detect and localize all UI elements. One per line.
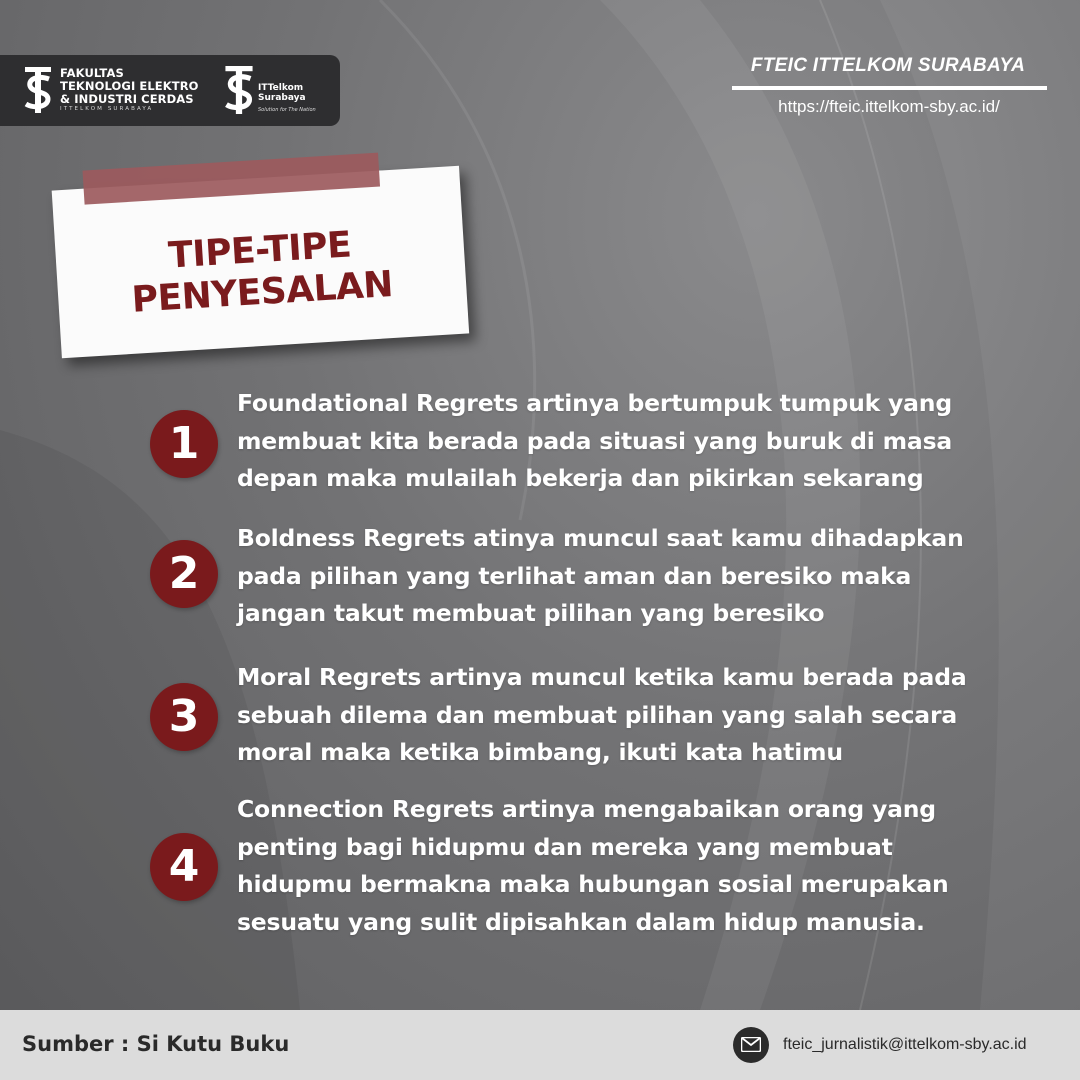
page-title-line-1: TIPE-TIPE	[167, 224, 353, 277]
number-badge: 4	[150, 833, 218, 901]
institute-name	[258, 83, 306, 103]
list-item-text: Moral Regrets artinya muncul ketika kamu berada pada sebuah dilema dan membuat pilihan yang salah secara moral maka ketika bimbang, ikuti kata hatimu	[237, 663, 967, 766]
number-badge: 1	[150, 410, 218, 478]
page-title-line-2: PENYESALAN	[130, 263, 395, 321]
faculty-line-3: & INDUSTRI CERDAS	[60, 92, 194, 106]
source-credit: Sumber : Si Kutu Buku	[22, 1032, 290, 1056]
envelope-icon	[733, 1027, 769, 1063]
number-badge: 2	[150, 540, 218, 608]
title-card	[51, 148, 470, 363]
institute-line-1: ITTelkom	[258, 83, 304, 93]
list-item-text: Boldness Regrets atinya muncul saat kamu dihadapkan pada pilihan yang terlihat aman dan beresiko maka jangan takut membuat pilihan yang beresiko	[237, 524, 964, 627]
faculty-logo-icon	[22, 67, 54, 113]
site-title-underline	[732, 86, 1047, 90]
footer	[0, 1010, 1080, 1080]
faculty-line-2: TEKNOLOGI ELEKTRO	[60, 79, 199, 93]
site-title: FTEIC ITTELKOM SURABAYA	[750, 55, 1026, 76]
institute-tagline: Solution for The Nation	[258, 107, 316, 113]
list-item-text: Foundational Regrets artinya bertumpuk tumpuk yang membuat kita berada pada situasi yang buruk di masa depan maka mulailah bekerja dan pikirkan sekarang	[237, 389, 953, 492]
institute-logo-icon	[222, 66, 256, 114]
faculty-line-1: FAKULTAS	[60, 66, 124, 80]
number-badge: 3	[150, 683, 218, 751]
email-link[interactable]: fteic_jurnalistik@ittelkom-sby.ac.id	[783, 1036, 1027, 1053]
list-item-text: Connection Regrets artinya mengabaikan orang yang penting bagi hidupmu dan mereka yang membuat hidupmu bermakna maka hubungan sosial merupakan sesuatu yang sulit dipisahkan dalam hidup manusia.	[237, 795, 949, 936]
faculty-subtitle: ITTELKOM SURABAYA	[60, 106, 154, 112]
faculty-name	[60, 67, 199, 106]
institute-line-2: Surabaya	[258, 93, 306, 103]
site-url-link[interactable]: https://fteic.ittelkom-sby.ac.id/	[778, 97, 1000, 116]
